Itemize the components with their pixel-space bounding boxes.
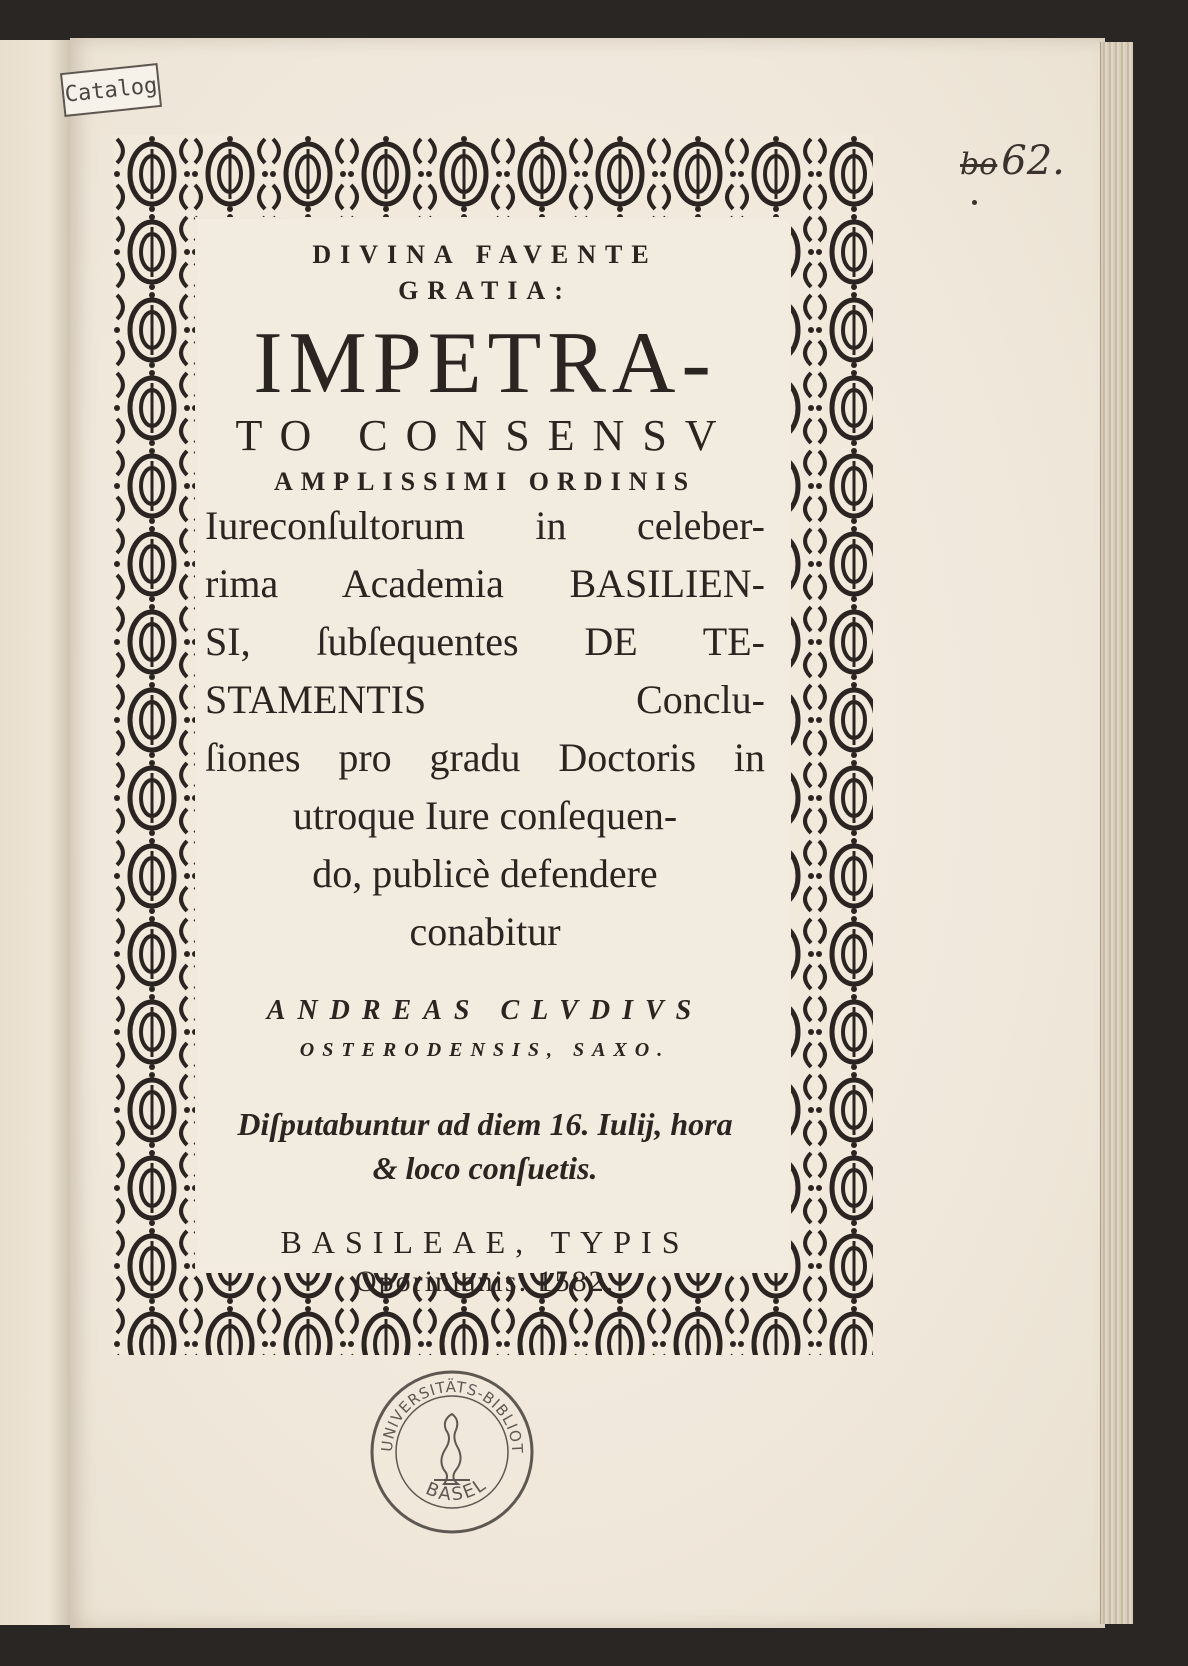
title-line-11: utroque Iure conſequen- [292, 793, 678, 838]
imprint-line-1: BASILEAE, TYPIS [280, 1224, 690, 1260]
title-line-2: GRATIA: [398, 276, 572, 305]
title-line-6: Iureconſultorum in celeber- [205, 503, 765, 548]
title-line-1: DIVINA FAVENTE [312, 240, 658, 269]
struck-shelfmark: bo [960, 147, 998, 182]
handwritten-shelfmark [960, 138, 1065, 184]
title-line-8: SI, ſubſequentes DE TE- [205, 619, 765, 664]
title-line-13: conabitur [409, 909, 561, 954]
library-stamp [368, 1368, 536, 1536]
title-line-10: ſiones pro gradu Doctoris in [205, 735, 765, 780]
disputation-line-1: Diſputabuntur ad diem 16. Iulij, hora [237, 1106, 733, 1142]
title-line-9: STAMENTIS Conclu- [205, 677, 765, 722]
library-stamp-svg [368, 1368, 536, 1536]
catalog-label: Catalog [60, 63, 162, 117]
stamp-bottom-text: BASEL [422, 1473, 492, 1506]
author-origin: OSTERODENSIS, SAXO. [299, 1039, 671, 1061]
facing-page-edge [0, 40, 72, 1625]
author-name: ANDREAS CLVDIVS [266, 995, 704, 1026]
imprint-line-2: Oporinianis. 1582. [354, 1265, 616, 1298]
title-line-3: IMPETRA- [253, 315, 717, 412]
title-line-5: AMPLISSIMI ORDINIS [273, 467, 697, 496]
title-text [205, 240, 765, 1299]
title-line-12: do, publicè defendere [312, 851, 658, 896]
page-block-edge [1100, 42, 1133, 1624]
disputation-line-2: & loco conſuetis. [372, 1150, 598, 1186]
stamp-top-text: UNIVERSITÄTS-BIBLIOT [377, 1377, 527, 1455]
title-line-4: TO CONSENSV [235, 411, 735, 460]
title-line-7: rima Academia BASILIEN- [205, 561, 765, 606]
ink-dot [972, 200, 977, 205]
shelfmark-number: 62. [1001, 138, 1065, 184]
